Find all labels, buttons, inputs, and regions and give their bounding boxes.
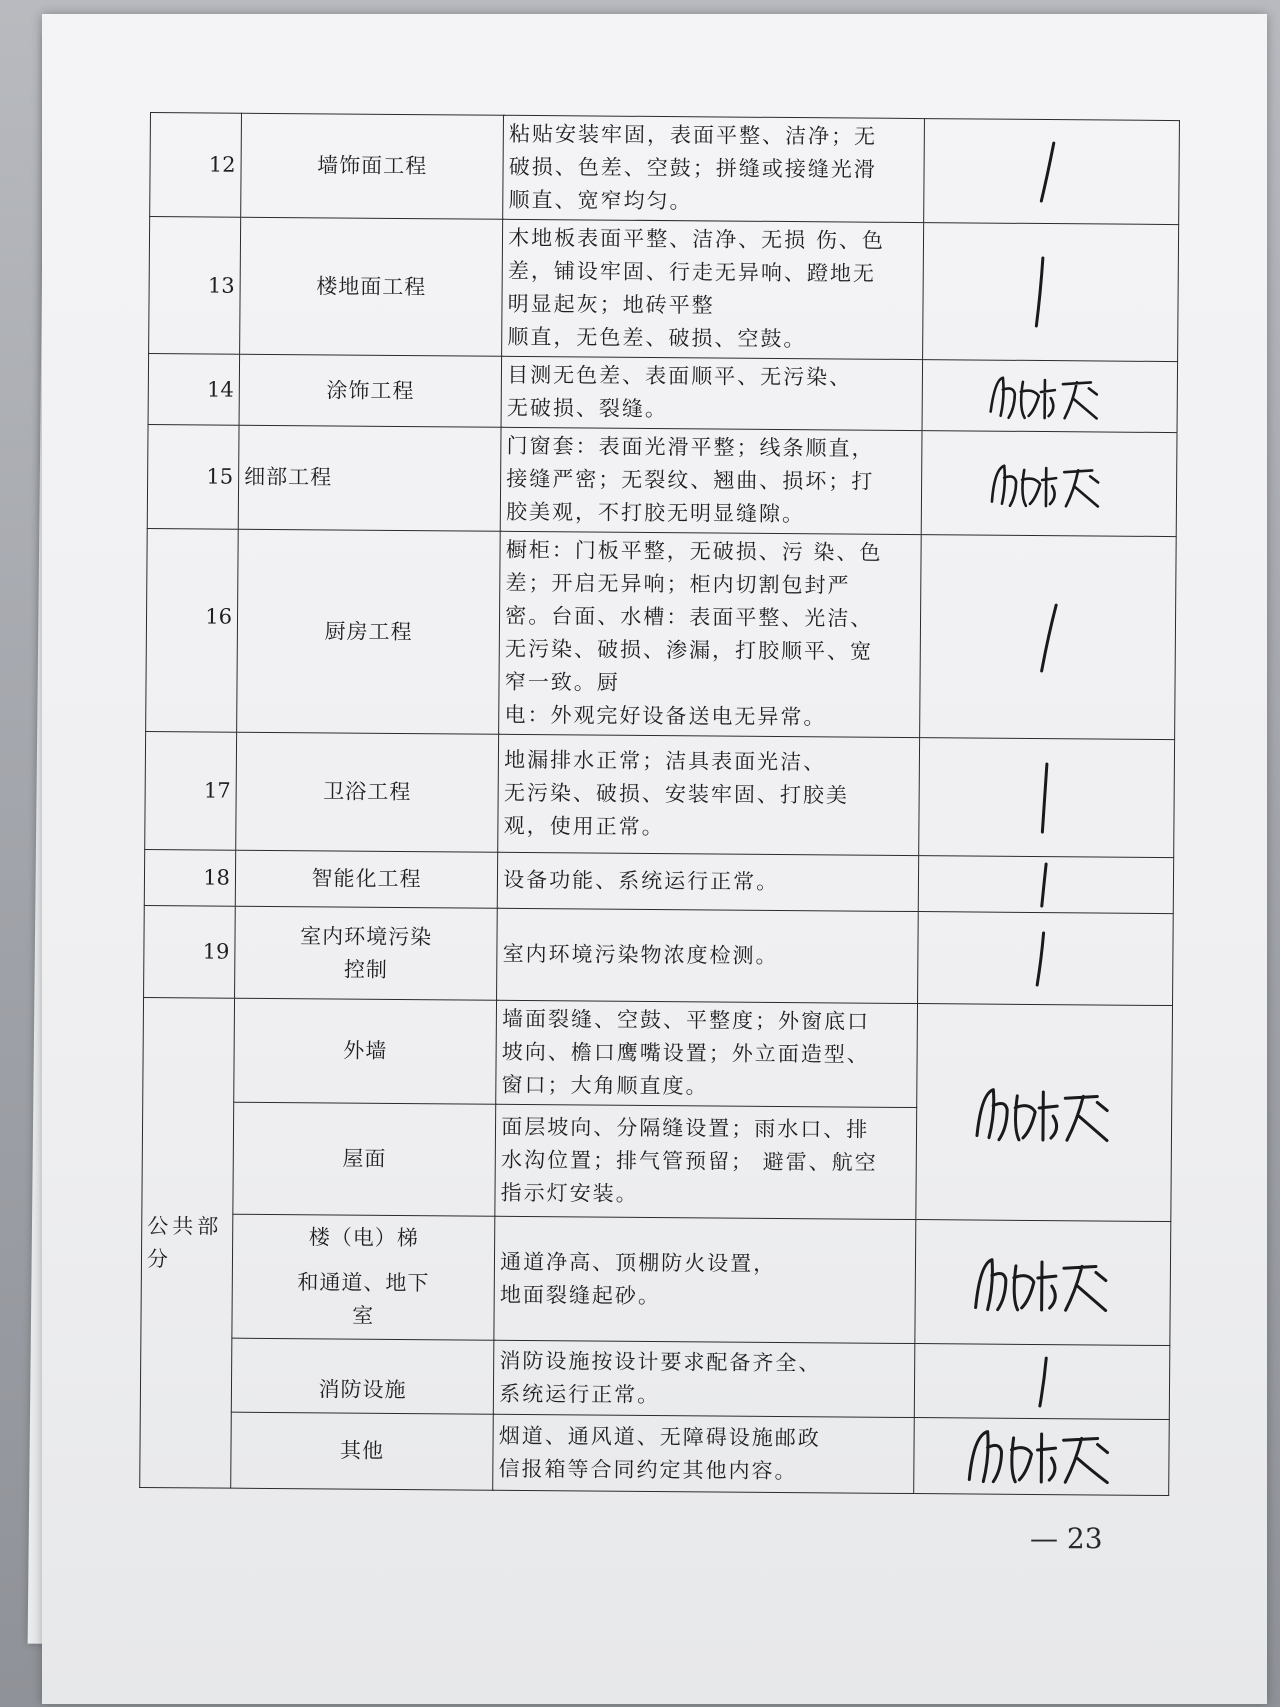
- acceptance-standard: [500, 427, 922, 534]
- standard-line: 窄一致。厨: [504, 669, 620, 695]
- acceptance-standard: [503, 115, 925, 222]
- result-mark-slash: [918, 912, 1173, 1006]
- row-number: 12: [150, 113, 242, 218]
- page-number: — 23: [1030, 1522, 1103, 1555]
- acceptance-standard: [499, 531, 922, 737]
- standard-line: 坡向、檐口鹰嘴设置；外立面造型、: [501, 1039, 870, 1067]
- project-name-line: 楼（电）梯: [308, 1225, 419, 1251]
- row-number: 16: [146, 528, 239, 732]
- standard-line: 顺直、宽窄均匀。: [508, 187, 693, 214]
- acceptance-standard: [495, 1104, 917, 1219]
- result-mark-slash: [923, 223, 1179, 362]
- table-row: [150, 113, 1180, 225]
- slash-mark: [1016, 859, 1076, 909]
- standard-line: 水沟位置；排气管预留； 避雷、航空: [500, 1147, 878, 1175]
- category-line: 公共部: [147, 1213, 223, 1239]
- standard-line: 观，使用正常。: [503, 813, 665, 840]
- standard-line: 目测无色差、表面顺平、无污染、: [507, 362, 853, 390]
- standard-line: 室内环境污染物浓度检测。: [502, 941, 779, 968]
- acceptance-standard: [501, 356, 923, 430]
- standard-line: 橱柜：门板平整，无破损、污 染、色: [505, 537, 883, 565]
- result-mark-slash: [920, 535, 1176, 740]
- handwritten-signature: [922, 360, 1177, 433]
- standard-line: 顺直，无色差、破损、空鼓。: [507, 324, 807, 352]
- standard-line: 粘贴安装牢固，表面平整、洁净；无: [508, 121, 878, 149]
- acceptance-standard: [494, 1340, 916, 1417]
- signature-image: [969, 1077, 1120, 1148]
- row-number: 15: [147, 424, 239, 529]
- standard-line: 电：外观完好设备送电无异常。: [504, 702, 827, 730]
- row-number: 19: [144, 905, 236, 998]
- project-name: [235, 906, 498, 1000]
- standard-line: 墙面裂缝、空鼓、平整度；外窗底口: [502, 1006, 871, 1034]
- standard-line: 破损、色差、空鼓；拼缝或接缝光滑: [508, 154, 877, 182]
- result-mark-slash: [919, 738, 1175, 858]
- row-number: 13: [149, 217, 241, 355]
- standard-line: 面层坡向、分隔缝设置；雨水口、排: [501, 1114, 870, 1142]
- public-category: [140, 997, 235, 1488]
- standard-line: 差，铺设牢固、行走无异响、蹬地无: [507, 258, 877, 286]
- standard-line: 窗口；大角顺直度。: [501, 1072, 709, 1099]
- table-row: [140, 1337, 1170, 1419]
- signature-image: [984, 455, 1114, 512]
- acceptance-table: [139, 112, 1180, 1496]
- acceptance-standard: [496, 1000, 918, 1107]
- signature-image: [961, 1421, 1122, 1492]
- standard-line: 信报箱等合同约定其他内容。: [498, 1456, 798, 1483]
- acceptance-standard: [493, 1414, 915, 1493]
- standard-line: 差；开启无异响；柜内切割包封严: [505, 570, 851, 598]
- project-name-line: 室内环境污染: [300, 923, 433, 949]
- standard-line: 消防设施按设计要求配备齐全、: [499, 1348, 822, 1375]
- project-name-line: 控制: [343, 957, 388, 982]
- acceptance-standard: [494, 1216, 916, 1343]
- table-row: [149, 217, 1179, 362]
- project-name: 智能化工程: [235, 850, 498, 908]
- standard-line: 设备功能、系统运行正常。: [503, 867, 780, 894]
- table-row: [140, 1411, 1170, 1495]
- slash-mark: [1018, 597, 1079, 677]
- standard-line: 烟道、通风道、无障碍设施邮政: [498, 1423, 821, 1450]
- acceptance-standard: [502, 219, 924, 359]
- handwritten-signature: [921, 431, 1177, 537]
- project-name: 涂饰工程: [239, 354, 502, 427]
- standard-line: 胶美观，不打胶无明显缝隙。: [505, 499, 806, 527]
- signature-image: [968, 1245, 1119, 1320]
- project-name: 卫浴工程: [236, 732, 499, 852]
- result-mark-slash: [924, 119, 1180, 225]
- standard-line: 通道净高、顶棚防火设置，: [500, 1249, 777, 1276]
- category-line: 分: [146, 1246, 173, 1271]
- standard-line: 无破损、裂缝。: [506, 395, 668, 422]
- handwritten-signature: [915, 1220, 1171, 1346]
- standard-line: 指示灯安装。: [500, 1180, 639, 1206]
- standard-line: 系统运行正常。: [499, 1381, 661, 1407]
- table-row: [143, 997, 1173, 1109]
- table-row: [148, 353, 1178, 432]
- handwritten-signature: [914, 1418, 1169, 1496]
- project-name: 细部工程: [238, 425, 501, 531]
- table-row: [145, 731, 1175, 857]
- standard-line: 地面裂缝起砂。: [499, 1282, 662, 1308]
- acceptance-standard: [498, 734, 920, 855]
- project-name: [232, 1214, 495, 1340]
- table-row: [147, 424, 1177, 536]
- project-name: 消防设施: [231, 1338, 494, 1414]
- row-number: 18: [144, 849, 235, 906]
- slash-mark: [1021, 136, 1082, 206]
- standard-line: 接缝严密；无裂纹、翘曲、损坏；打: [506, 466, 875, 494]
- project-name: 外墙: [234, 998, 497, 1104]
- project-name: 屋面: [233, 1102, 496, 1216]
- handwritten-signature: [916, 1004, 1172, 1222]
- standard-line: 无污染、破损、安装牢固、打胶美: [503, 780, 849, 808]
- project-name: 其他: [231, 1412, 494, 1490]
- row-number: 17: [145, 731, 237, 850]
- project-name-line: 和通道、地下: [297, 1270, 430, 1296]
- row-number: 14: [148, 353, 240, 425]
- standard-line: 木地板表面平整、洁净、无损 伤、色: [508, 225, 886, 253]
- standard-line: 地漏排水正常；洁具表面光洁、: [504, 747, 827, 775]
- acceptance-standard: [497, 908, 919, 1003]
- table-row: [144, 905, 1174, 1005]
- project-name: 墙饰面工程: [241, 113, 504, 219]
- slash-mark: [1016, 757, 1077, 837]
- standard-line: 明显起灰；地砖平整: [507, 291, 715, 318]
- table-row: [141, 1213, 1171, 1345]
- slash-mark: [1020, 252, 1081, 332]
- table-row: [146, 528, 1177, 739]
- standard-line: 密。台面、水槽：表面平整、光洁、: [505, 603, 874, 631]
- acceptance-standard: [497, 852, 918, 911]
- project-name-line: 室: [352, 1303, 375, 1328]
- project-name: 厨房工程: [237, 529, 501, 734]
- result-mark-slash: [914, 1344, 1169, 1420]
- project-name: 楼地面工程: [240, 217, 503, 356]
- slash-mark: [1015, 928, 1075, 988]
- standard-line: 门窗套：表面光滑平整；线条顺直，: [506, 433, 875, 461]
- signature-image: [985, 368, 1115, 425]
- table-row: [144, 849, 1173, 913]
- slash-mark: [1012, 1353, 1072, 1409]
- result-mark-slash: [918, 856, 1173, 914]
- standard-line: 无污染、破损、渗漏，打胶顺平、宽: [504, 636, 874, 664]
